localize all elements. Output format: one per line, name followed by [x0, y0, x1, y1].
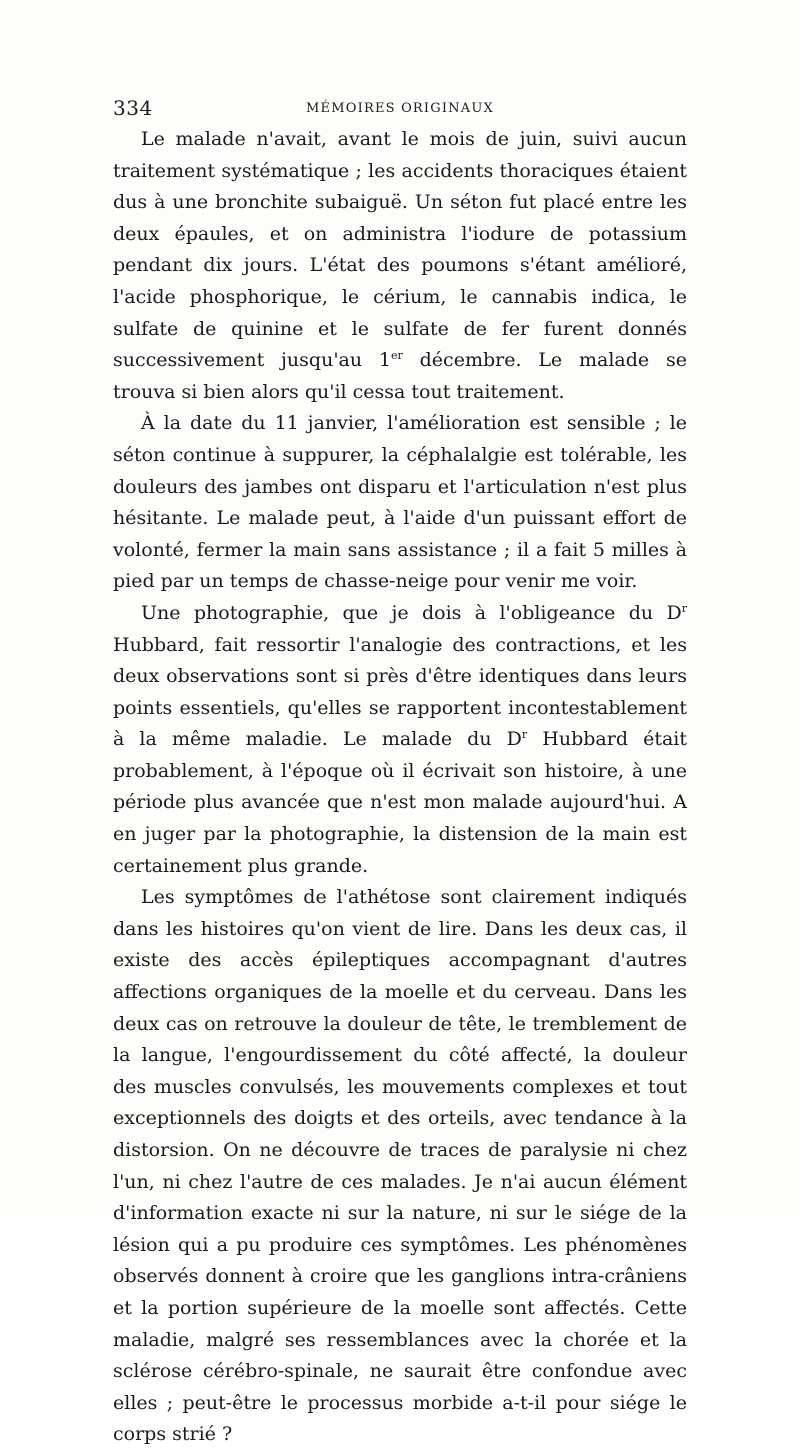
paragraph-text: Le malade n'avait, avant le mois de juin, suivi aucun traitement systématique ; les accidents thoraciques étaient dus à une bronchite subaiguë. Un séton fut placé entre les deux épaules, et on administra l'iodure de potassium pendant dix jours. L'état des poumons s'étant amélioré, l'acide phosphorique, le cérium, le cannabis indica, le sulfate de quinine et le sulfate de fer furent donnés successivement jusqu'au 1 [113, 128, 687, 372]
paragraph-1 [113, 124, 687, 408]
paragraph-text: Les symptômes de l'athétose sont clairement indiqués dans les histoires qu'on vient de lire. Dans les deux cas, il existe des accès épileptiques accompagnant d'autres affections organiques de la moelle et du cerveau. Dans les deux cas on retrouve la douleur de tête, le tremblement de la langue, l'engourdissement du côté affecté, la douleur des muscles convulsés, les mouvements complexes et tout exceptionnels des doigts et des orteils, avec tendance à la distorsion. On ne découvre de traces de paralysie ni chez l'un, ni chez l'autre de ces malades. Je n'ai aucun élément d'information exacte ni sur la nature, ni sur le siége de la lésion qui a pu produire ces symptômes. Les phénomènes observés donnent à croire que les ganglions intra-crâniens et la portion supérieure de la moelle sont affectés. Cette maladie, malgré ses ressemblances avec la chorée et la sclérose cérébro-spinale, ne saurait être confondue avec elles ; peut-être le processus morbide a-t-il pour siége le corps strié ? [113, 886, 687, 1446]
paragraph-text: À la date du 11 janvier, l'amélioration est sensible ; le séton continue à suppurer, la céphalalgie est tolérable, les douleurs des jambes ont disparu et l'articulation n'est plus hésitante. Le malade peut, à l'aide d'un puissant effort de volonté, fermer la main sans assistance ; il a fait 5 milles à pied par un temps de chasse-neige pour venir me voir. [113, 412, 687, 593]
paragraph-text: Hubbard, fait ressortir l'analogie des contractions, et les deux observations sont si près d'être identiques dans leurs points essentiels, qu'elles se rapportent incontestablement à la même maladie. Le malade du D [113, 633, 687, 751]
page-header [113, 96, 687, 122]
body-text [113, 124, 687, 1451]
paragraph-4 [113, 882, 687, 1451]
paragraph-3 [113, 598, 687, 882]
paragraph-text: décembre. Le malade se trouva si bien alors qu'il cessa tout traitement. [113, 349, 687, 403]
page-number: 334 [113, 96, 153, 120]
paragraph-text: Une photographie, que je dois à l'obligeance du D [141, 601, 682, 624]
superscript: r [681, 601, 687, 615]
paragraph-text: Hubbard était probablement, à l'époque où il écrivait son histoire, à une période plus avancée que n'est mon malade aujourd'hui. A en juger par la photographie, la distension de la main est certainement plus grande. [113, 728, 688, 877]
superscript: er [391, 349, 403, 363]
superscript: r [521, 728, 528, 742]
running-title: MÉMOIRES ORIGINAUX [306, 101, 494, 116]
paragraph-2 [113, 408, 687, 598]
